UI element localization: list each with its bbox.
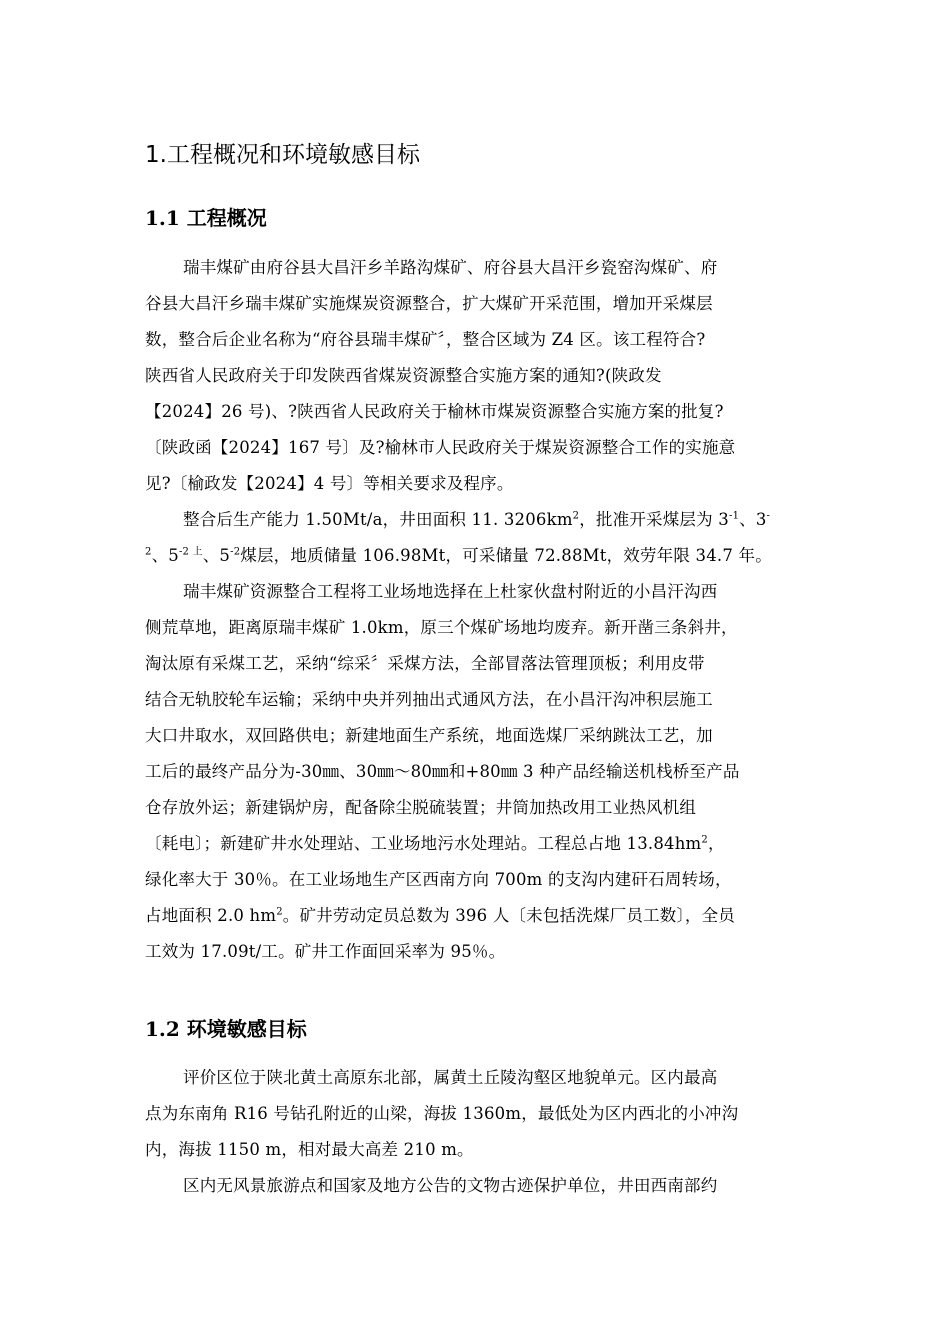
superscript: 2 — [276, 906, 283, 918]
paragraph-line — [145, 906, 815, 926]
paragraph-line: 见?〔榆政发【2024】4 号〕等相关要求及程序。 — [145, 474, 514, 493]
paragraph-line: 区内无风景旅游点和国家及地方公告的文物古迹保护单位，井田西南部约 — [183, 1176, 718, 1195]
paragraph-line — [145, 834, 815, 854]
text-run: 煤层，地质储量 106.98Mt，可采储量 72.88Mt，效劳年限 34.7 年。 — [240, 546, 772, 565]
text-run: 、3 — [739, 510, 767, 529]
paragraph-line: 〔陕政函【2024】167 号〕及?榆林市人民政府关于煤炭资源整合工作的实施意 — [145, 438, 736, 457]
page-title: 1.工程概况和环境敏感目标 — [145, 142, 420, 168]
paragraph-line: 内，海拔 1150 m，相对最大高差 210 m。 — [145, 1140, 474, 1159]
text-run: 、5 — [151, 546, 179, 565]
paragraph-line: 大口井取水，双回路供电；新建地面生产系统，地面选煤厂采纳跳汰工艺，加 — [145, 726, 713, 745]
paragraph-line: 点为东南角 R16 号钻孔附近的山梁，海拔 1360m，最低处为区内西北的小冲沟 — [145, 1104, 739, 1123]
paragraph-line: 侧荒草地，距离原瑞丰煤矿 1.0km，原三个煤矿场地均废弃。新开凿三条斜井， — [145, 618, 738, 637]
text-run: ， — [707, 834, 725, 853]
superscript: -2 — [230, 546, 241, 558]
text-run: 占地面积 2.0 hm — [145, 906, 277, 925]
superscript: - — [766, 510, 771, 522]
paragraph-line: 瑞丰煤矿资源整合工程将工业场地选择在上杜家伙盘村附近的小昌汗沟西 — [183, 582, 718, 601]
paragraph-line: 陕西省人民政府关于印发陕西省煤炭资源整合实施方案的通知?(陕政发 — [145, 366, 662, 385]
paragraph-line: 谷县大昌汗乡瑞丰煤矿实施煤炭资源整合，扩大煤矿开采范围，增加开采煤层 — [145, 294, 713, 313]
text-run: 〔耗电〕；新建矿井水处理站、工业场地污水处理站。工程总占地 13.84hm — [145, 834, 702, 853]
paragraph-line: 淘汰原有采煤工艺，采纳“综采〞采煤方法，全部冒落法管理顶板；利用皮带 — [145, 654, 705, 673]
paragraph-line: 绿化率大于 30％。在工业场地生产区西南方向 700m 的支沟内建矸石周转场， — [145, 870, 732, 889]
paragraph-line: 瑞丰煤矿由府谷县大昌汗乡羊路沟煤矿、府谷县大昌汗乡瓷窑沟煤矿、府 — [183, 258, 718, 277]
section-heading-environmental-targets: 1.2 环境敏感目标 — [145, 1017, 307, 1041]
text-run: 整合后生产能力 1.50Mt/a，井田面积 11. 3206km — [183, 510, 573, 529]
paragraph-line: 工后的最终产品分为-30㎜、30㎜～80㎜和+80㎜ 3 种产品经输送机栈桥至产品 — [145, 762, 740, 781]
paragraph-line — [145, 546, 815, 566]
paragraph-line — [183, 510, 815, 530]
superscript: -2 上 — [178, 546, 203, 558]
paragraph-line: 数，整合后企业名称为“府谷县瑞丰煤矿〞，整合区域为 Z4 区。该工程符合? — [145, 330, 706, 349]
paragraph-line: 仓存放外运；新建锅炉房，配备除尘脱硫装置；井筒加热改用工业热风机组 — [145, 798, 697, 817]
paragraph-line: 评价区位于陕北黄土高原东北部，属黄土丘陵沟壑区地貌单元。区内最高 — [183, 1068, 718, 1087]
superscript: -1 — [728, 510, 740, 522]
paragraph-line: 结合无轨胶轮车运输；采纳中央并列抽出式通风方法，在小昌汗沟冲积层施工 — [145, 690, 713, 709]
superscript: 2 — [572, 510, 580, 522]
superscript: 2 — [701, 834, 708, 846]
text-run: 。矿井劳动定员总数为 396 人〔未包括洗煤厂员工数〕，全员 — [282, 906, 735, 925]
text-run: 、5 — [202, 546, 231, 565]
text-run: ，批准开采煤层为 3 — [579, 510, 729, 529]
paragraph-line: 工效为 17.09t/工。矿井工作面回采率为 95％。 — [145, 942, 506, 961]
superscript: 2 — [145, 546, 152, 558]
paragraph-line: 【2024】26 号)、?陕西省人民政府关于榆林市煤炭资源整合实施方案的批复? — [145, 402, 724, 421]
section-heading-project-overview: 1.1 工程概况 — [145, 206, 267, 230]
